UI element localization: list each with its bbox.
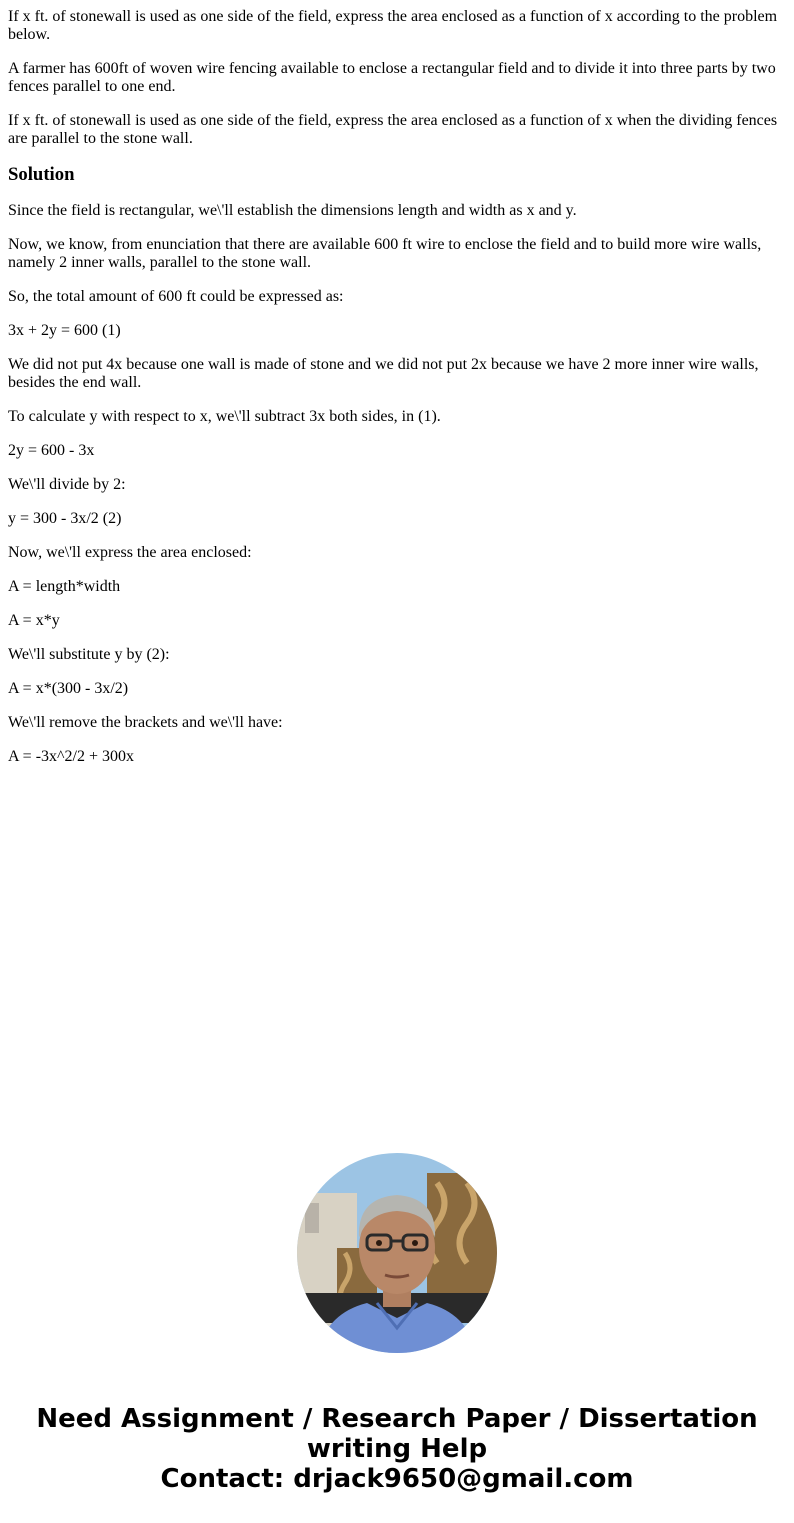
question-problem: A farmer has 600ft of woven wire fencing available to enclose a rectangular field and to divide it into three parts by two fences parallel to one end. xyxy=(8,60,776,95)
question-ask: If x ft. of stonewall is used as one side of the field, express the area enclosed as a function of x when the dividing fences are parallel to the stone wall. xyxy=(8,112,778,147)
equation-line: A = length*width xyxy=(8,578,121,595)
promo-banner xyxy=(0,1404,794,1494)
equation-1: 3x + 2y = 600 (1) xyxy=(8,322,121,339)
solution-line: We did not put 4x because one wall is made of stone and we did not put 2x because we have 2 more inner wire walls, besides the end wall. xyxy=(8,356,759,391)
promo-line-1: Need Assignment / Research Paper / Dissertation xyxy=(36,1404,758,1434)
promo-contact: Contact: drjack9650@gmail.com xyxy=(160,1464,634,1494)
solution-line: We\'ll remove the brackets and we\'ll have: xyxy=(8,714,283,731)
person-photo-icon xyxy=(297,1153,497,1353)
promo-line-2: writing Help xyxy=(306,1434,488,1464)
question-intro: If x ft. of stonewall is used as one side of the field, express the area enclosed as a function of x according to the problem below. xyxy=(8,8,778,43)
avatar xyxy=(297,1153,497,1353)
equation-line: 2y = 600 - 3x xyxy=(8,442,95,459)
solution-line: We\'ll divide by 2: xyxy=(8,476,126,493)
equation-2: y = 300 - 3x/2 (2) xyxy=(8,510,122,527)
solution-heading: Solution xyxy=(8,164,75,185)
solution-line: Now, we know, from enunciation that there are available 600 ft wire to enclose the field and to build more wire walls, namely 2 inner walls, parallel to the stone wall. xyxy=(8,236,762,271)
article xyxy=(8,0,786,782)
solution-line: So, the total amount of 600 ft could be expressed as: xyxy=(8,288,344,305)
solution-line: Since the field is rectangular, we\'ll establish the dimensions length and width as x and y. xyxy=(8,202,577,219)
solution-line: Now, we\'ll express the area enclosed: xyxy=(8,544,252,561)
equation-line: A = x*y xyxy=(8,612,60,629)
solution-line: We\'ll substitute y by (2): xyxy=(8,646,170,663)
solution-line: To calculate y with respect to x, we\'ll subtract 3x both sides, in (1). xyxy=(8,408,441,425)
final-answer: A = -3x^2/2 + 300x xyxy=(8,748,134,765)
equation-line: A = x*(300 - 3x/2) xyxy=(8,680,129,697)
